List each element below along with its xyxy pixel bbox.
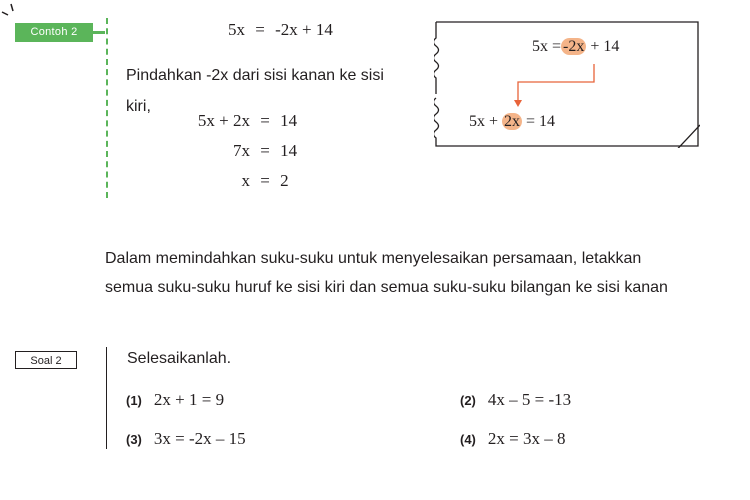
item-equation: 2x = 3x – 8 [487,429,566,448]
step-3-left: x [241,171,250,190]
step-1-right: 14 [280,111,298,130]
exercise-item-1 [126,390,224,410]
step-2 [130,141,297,161]
step-2-left: 7x [233,141,250,160]
example-dashed-rule [106,18,108,198]
step-3-right: 2 [280,171,289,190]
exercise-rule [106,347,107,449]
instruction-line-2: kiri, [126,98,151,115]
item-number: (4) [460,432,476,447]
top-equation [215,20,333,40]
top-equation-right: -2x + 14 [275,20,333,39]
corner-spark-icon [0,0,20,20]
item-number: (1) [126,393,142,408]
top-equation-left: 5x [228,20,245,39]
figure-bottom-left: 5x + [469,113,499,130]
equals-sign: = [260,171,270,190]
exercise-tag: Soal 2 [15,351,77,369]
equals-sign: = [255,20,265,39]
item-number: (2) [460,393,476,408]
figure-bottom-rest: = 14 [526,113,556,130]
figure-top-equation [532,38,619,56]
example-tag: Contoh 2 [15,23,93,42]
step-1 [130,111,297,131]
highlight-2x: 2x [504,113,521,130]
equals-sign: = [260,141,270,160]
step-1-left: 5x + 2x [197,111,250,130]
item-equation: 3x = -2x – 15 [153,429,246,448]
step-2-right: 14 [280,141,298,160]
figure-bottom-equation [469,113,555,131]
arrow-head-icon [514,100,522,107]
exercise-item-2 [460,390,571,410]
figure-top-left: 5x [532,38,548,55]
paragraph-line-2: semua suku-suku huruf ke sisi kiri dan semua suku-suku bilangan ke sisi kanan [105,279,668,296]
item-number: (3) [126,432,142,447]
item-equation: 2x + 1 = 9 [153,390,225,409]
exercise-prompt: Selesaikanlah. [127,350,232,367]
example-tag-connector [93,31,105,34]
exercise-item-4 [460,429,565,449]
figure-top-rest: + 14 [590,38,620,55]
paragraph-line-1: Dalam memindahkan suku-suku untuk menyelesaikan persamaan, letakkan [105,250,642,267]
exercise-item-3 [126,429,246,449]
item-equation: 4x – 5 = -13 [487,390,572,409]
transpose-arrow-line [518,64,594,102]
instruction-line-1: Pindahkan -2x dari sisi kanan ke sisi [126,67,384,84]
equals-sign: = [260,111,270,130]
figure-top-eq: = [552,38,562,55]
highlight-neg-2x: -2x [563,38,585,55]
step-3 [130,171,289,191]
